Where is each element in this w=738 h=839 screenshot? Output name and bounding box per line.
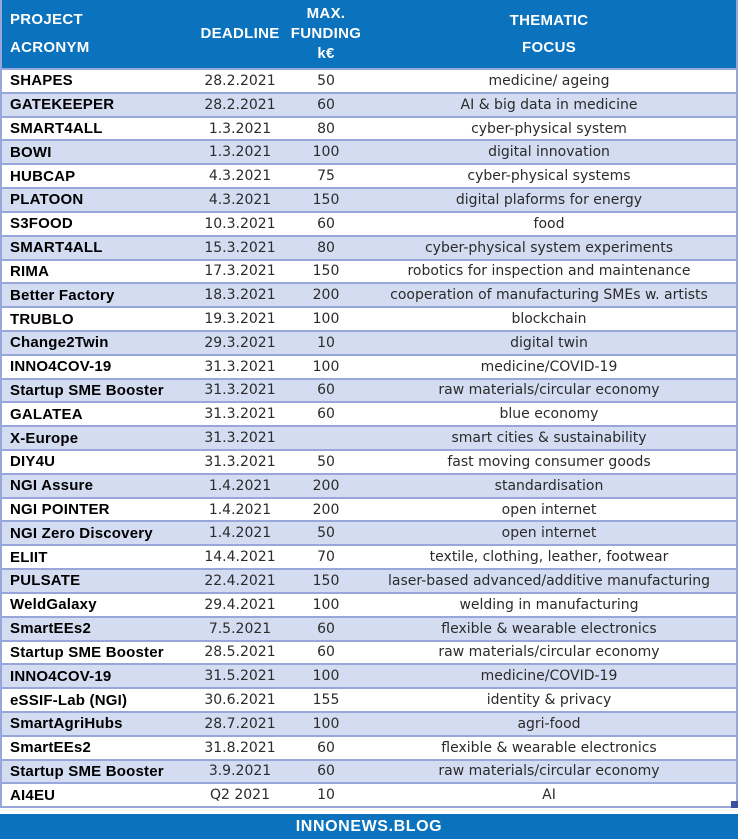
funding-cell: 60 (317, 406, 335, 423)
header-line: THEMATIC (509, 12, 589, 29)
header-line: k€ (317, 45, 335, 62)
deadline-cell: 18.3.2021 (204, 287, 276, 304)
project-acronym-cell: TRUBLO (10, 310, 74, 328)
deadline-cell: 4.3.2021 (208, 191, 272, 208)
project-acronym-cell: SmartEEs2 (10, 739, 92, 757)
table-row (2, 475, 736, 499)
header-line: FOCUS (522, 39, 576, 56)
table-row (2, 308, 736, 332)
project-acronym-cell: INNO4COV-19 (10, 667, 112, 685)
thematic-focus-cell: welding in manufacturing (459, 596, 639, 613)
project-acronym-cell: AI4EU (10, 786, 56, 804)
header-line: PROJECT (10, 11, 83, 28)
deadline-cell: 28.2.2021 (204, 72, 276, 89)
project-acronym-cell: SmartAgriHubs (10, 715, 123, 733)
selection-fill-handle (731, 801, 738, 808)
table-row (2, 213, 736, 237)
thematic-focus-cell: medicine/COVID-19 (480, 358, 618, 375)
table-row (2, 642, 736, 666)
project-acronym-cell: eSSIF-Lab (NGI) (10, 691, 128, 709)
header-line: FUNDING (290, 25, 362, 42)
deadline-cell: 31.5.2021 (204, 668, 276, 685)
table-row (2, 380, 736, 404)
header-line: ACRONYM (10, 39, 90, 56)
thematic-focus-cell: laser-based advanced/additive manufacturing (387, 572, 711, 589)
deadline-cell: 3.9.2021 (208, 763, 272, 780)
deadline-cell: 31.3.2021 (204, 382, 276, 399)
deadline-cell: 1.4.2021 (208, 525, 272, 542)
project-acronym-cell: DIY4U (10, 453, 56, 471)
table-body (2, 68, 736, 808)
project-acronym-cell: SMART4ALL (10, 239, 103, 257)
column-header-deadline (190, 0, 290, 68)
project-acronym-cell: Better Factory (10, 286, 115, 304)
deadline-cell: 29.3.2021 (204, 334, 276, 351)
thematic-focus-cell: digital plaforms for energy (455, 191, 643, 208)
thematic-focus-cell: digital twin (510, 334, 588, 351)
table-row (2, 261, 736, 285)
project-acronym-cell: SMART4ALL (10, 120, 103, 138)
funding-cell: 60 (317, 739, 335, 756)
deadline-cell: 31.3.2021 (204, 406, 276, 423)
thematic-focus-cell: agri-food (517, 715, 581, 732)
deadline-cell: 7.5.2021 (208, 620, 272, 637)
funding-cell: 70 (317, 549, 335, 566)
thematic-focus-cell: textile, clothing, leather, footwear (429, 549, 669, 566)
project-acronym-cell: BOWI (10, 143, 52, 161)
deadline-cell: 28.5.2021 (204, 644, 276, 661)
thematic-focus-cell: blue economy (499, 406, 599, 423)
thematic-focus-cell: medicine/ ageing (488, 72, 610, 89)
project-acronym-cell: S3FOOD (10, 215, 73, 233)
thematic-focus-cell: blockchain (511, 311, 587, 328)
funding-cell: 80 (317, 120, 335, 137)
project-acronym-cell: Change2Twin (10, 334, 109, 352)
funding-cell: 100 (312, 144, 340, 161)
funding-cell: 80 (317, 239, 335, 256)
thematic-focus-cell: smart cities & sustainability (451, 430, 647, 447)
deadline-cell: 31.3.2021 (204, 430, 276, 447)
thematic-focus-cell: digital innovation (488, 144, 610, 161)
deadline-cell: 4.3.2021 (208, 168, 272, 185)
table-row (2, 189, 736, 213)
deadline-cell: 17.3.2021 (204, 263, 276, 280)
column-header-project-acronym (2, 0, 190, 68)
project-acronym-cell: HUBCAP (10, 167, 76, 185)
table-row (2, 94, 736, 118)
thematic-focus-cell: raw materials/circular economy (438, 644, 660, 661)
project-acronym-cell: PLATOON (10, 191, 84, 209)
deadline-cell: 1.4.2021 (208, 477, 272, 494)
footer-banner (0, 814, 738, 839)
deadline-cell: 28.7.2021 (204, 715, 276, 732)
thematic-focus-cell: flexible & wearable electronics (441, 739, 657, 756)
project-acronym-cell: WeldGalaxy (10, 596, 97, 614)
thematic-focus-cell: cyber-physical system experiments (424, 239, 673, 256)
table-row (2, 141, 736, 165)
thematic-focus-cell: food (533, 215, 565, 232)
funding-cell: 150 (312, 191, 340, 208)
column-header-thematic-focus (362, 0, 736, 68)
funding-cell: 60 (317, 644, 335, 661)
table-row (2, 713, 736, 737)
funding-cell: 60 (317, 382, 335, 399)
thematic-focus-cell: open internet (501, 501, 597, 518)
table-row (2, 118, 736, 142)
project-acronym-cell: GATEKEEPER (10, 96, 115, 114)
funding-cell: 150 (312, 263, 340, 280)
project-acronym-cell: INNO4COV-19 (10, 358, 112, 376)
deadline-cell: 28.2.2021 (204, 96, 276, 113)
table-row (2, 70, 736, 94)
thematic-focus-cell: fast moving consumer goods (447, 453, 651, 470)
table-row (2, 427, 736, 451)
table-row (2, 594, 736, 618)
thematic-focus-cell: standardisation (494, 477, 604, 494)
deadline-cell: 19.3.2021 (204, 311, 276, 328)
table-row (2, 689, 736, 713)
header-line: DEADLINE (200, 25, 280, 42)
thematic-focus-cell: cyber-physical systems (467, 168, 631, 185)
table-row (2, 761, 736, 785)
table-row (2, 618, 736, 642)
table-row (2, 522, 736, 546)
deadline-cell: 31.3.2021 (204, 453, 276, 470)
project-acronym-cell: NGI Zero Discovery (10, 524, 153, 542)
funding-cell: 60 (317, 763, 335, 780)
deadline-cell: 1.3.2021 (208, 144, 272, 161)
thematic-focus-cell: medicine/COVID-19 (480, 668, 618, 685)
funding-cell: 200 (312, 501, 340, 518)
deadline-cell: 31.3.2021 (204, 358, 276, 375)
funding-cell: 200 (312, 287, 340, 304)
column-header-max-funding (290, 0, 362, 68)
table-row (2, 784, 736, 808)
thematic-focus-cell: cyber-physical system (471, 120, 627, 137)
thematic-focus-cell: AI (542, 787, 556, 804)
deadline-cell: 1.3.2021 (208, 120, 272, 137)
deadline-cell: 22.4.2021 (204, 572, 276, 589)
thematic-focus-cell: identity & privacy (486, 692, 612, 709)
header-line: MAX. (306, 5, 346, 22)
funding-cell: 200 (312, 477, 340, 494)
project-acronym-cell: SmartEEs2 (10, 620, 92, 638)
deadline-cell: Q2 2021 (209, 787, 270, 804)
table-row (2, 356, 736, 380)
project-acronym-cell: GALATEA (10, 405, 83, 423)
deadline-cell: 31.8.2021 (204, 739, 276, 756)
project-acronym-cell: ELIIT (10, 548, 48, 566)
table-header (2, 0, 736, 68)
table-row (2, 451, 736, 475)
project-acronym-cell: SHAPES (10, 72, 73, 90)
project-acronym-cell: Startup SME Booster (10, 762, 164, 780)
thematic-focus-cell: raw materials/circular economy (438, 763, 660, 780)
funding-cell: 50 (317, 525, 335, 542)
thematic-focus-cell: AI & big data in medicine (460, 96, 638, 113)
site-brand: INNONEWS.BLOG (295, 817, 443, 835)
project-acronym-cell: Startup SME Booster (10, 381, 164, 399)
funding-cell: 100 (312, 715, 340, 732)
funding-cell: 100 (312, 311, 340, 328)
thematic-focus-cell: open internet (501, 525, 597, 542)
funding-cell: 60 (317, 620, 335, 637)
project-acronym-cell: X-Europe (10, 429, 79, 447)
project-acronym-cell: NGI POINTER (10, 501, 110, 519)
project-acronym-cell: RIMA (10, 262, 50, 280)
funding-cell: 75 (317, 168, 335, 185)
table-row (2, 546, 736, 570)
deadline-cell: 15.3.2021 (204, 239, 276, 256)
funding-cell: 10 (317, 787, 335, 804)
deadline-cell: 14.4.2021 (204, 549, 276, 566)
thematic-focus-cell: raw materials/circular economy (438, 382, 660, 399)
table-row (2, 403, 736, 427)
funding-cell: 150 (312, 572, 340, 589)
table-row (2, 737, 736, 761)
table-row (2, 284, 736, 308)
funding-cell: 100 (312, 358, 340, 375)
funding-cell: 100 (312, 596, 340, 613)
table-row (2, 165, 736, 189)
funding-cell: 10 (317, 334, 335, 351)
funding-cell: 100 (312, 668, 340, 685)
table-row (2, 665, 736, 689)
thematic-focus-cell: robotics for inspection and maintenance (407, 263, 691, 280)
deadline-cell: 29.4.2021 (204, 596, 276, 613)
deadline-cell: 1.4.2021 (208, 501, 272, 518)
funding-cell: 60 (317, 96, 335, 113)
funding-cell: 60 (317, 215, 335, 232)
project-acronym-cell: Startup SME Booster (10, 643, 164, 661)
project-acronym-cell: PULSATE (10, 572, 81, 590)
thematic-focus-cell: cooperation of manufacturing SMEs w. artists (390, 287, 708, 304)
funding-cell: 155 (312, 692, 340, 709)
table-row (2, 499, 736, 523)
table-row (2, 237, 736, 261)
funding-cell: 50 (317, 453, 335, 470)
table-row (2, 570, 736, 594)
table-row (2, 332, 736, 356)
thematic-focus-cell: flexible & wearable electronics (441, 620, 657, 637)
funding-cell: 50 (317, 72, 335, 89)
deadline-cell: 10.3.2021 (204, 215, 276, 232)
project-acronym-cell: NGI Assure (10, 477, 94, 495)
deadline-cell: 30.6.2021 (204, 692, 276, 709)
